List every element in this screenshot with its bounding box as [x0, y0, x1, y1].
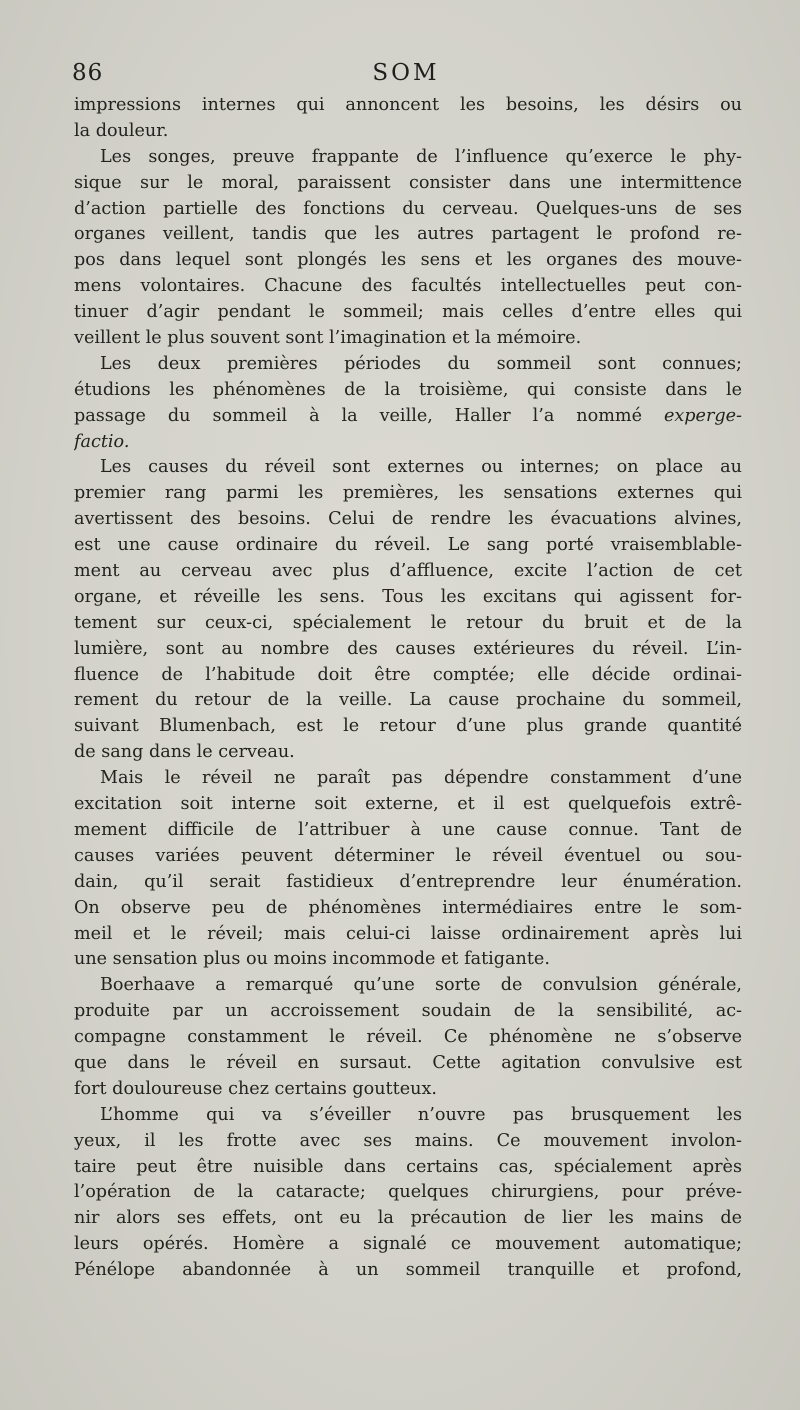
text-line [74, 947, 742, 973]
text-line-content: est une cause ordinaire du réveil. Le sang porté vraisemblable- [74, 535, 742, 556]
text-line-content: fort douloureuse chez certains goutteux. [74, 1078, 437, 1099]
text-line [74, 611, 742, 637]
text-line [74, 455, 742, 481]
text-line-content: nir alors ses effets, ont eu la précaution de lier les mains de [74, 1208, 742, 1229]
text-line-content: Les causes du réveil sont externes ou internes; on place au [100, 457, 742, 478]
text-line [74, 119, 742, 145]
text-line-content: premier rang parmi les premières, les sensations externes qui [74, 483, 742, 504]
text-line-content: suivant Blumenbach, est le retour d’une plus grande quantité [74, 716, 742, 737]
text-line-content: excitation soit interne soit externe, et il est quelquefois extrê- [74, 794, 742, 815]
text-line [74, 481, 742, 507]
text-line [74, 430, 742, 456]
text-line-content: mens volontaires. Chacune des facultés intellectuelles peut con- [74, 276, 742, 297]
text-line-content: tement sur ceux-ci, spécialement le retour du bruit et de la [74, 612, 742, 633]
text-line [74, 378, 742, 404]
text-line-content: taire peut être nuisible dans certains cas, spécialement après [74, 1156, 742, 1177]
text-line-content: Pénélope abandonnée à un sommeil tranquille et profond, [74, 1260, 742, 1281]
text-line [74, 1129, 742, 1155]
text-line [74, 1232, 742, 1258]
text-line-content: Mais le réveil ne paraît pas dépendre constamment d’une [100, 768, 742, 789]
body-text [74, 93, 742, 1284]
text-line [74, 1206, 742, 1232]
running-head: SOM [372, 60, 440, 86]
text-line [74, 792, 742, 818]
text-line [74, 688, 742, 714]
text-line [74, 326, 742, 352]
text-line [74, 870, 742, 896]
text-line-content: yeux, il les frotte avec ses mains. Ce mouvement involon- [74, 1130, 742, 1151]
page-header [72, 60, 740, 94]
text-line [74, 248, 742, 274]
text-line-content: l’opération de la cataracte; quelques chirurgiens, pour préve- [74, 1182, 742, 1203]
text-line-content: rement du retour de la veille. La cause prochaine du sommeil, [74, 690, 742, 711]
text-line [74, 1077, 742, 1103]
text-line-content: fluence de l’habitude doit être comptée; elle décide ordinai- [74, 664, 742, 685]
text-line-content: sique sur le moral, paraissent consister dans une intermittence [74, 172, 742, 193]
text-line [74, 171, 742, 197]
text-line [74, 714, 742, 740]
text-line-content: produite par un accroissement soudain de la sensibilité, ac- [74, 1001, 742, 1022]
text-line [74, 896, 742, 922]
text-line [74, 352, 742, 378]
text-line-content: meil et le réveil; mais celui-ci laisse ordinairement après lui [74, 923, 742, 944]
text-line [74, 663, 742, 689]
text-line-content: compagne constamment le réveil. Ce phénomène ne s’observe [74, 1027, 742, 1048]
text-line-content: que dans le réveil en sursaut. Cette agitation convulsive est [74, 1052, 742, 1073]
text-line-content: avertissent des besoins. Celui de rendre les évacuations alvines, [74, 509, 742, 530]
text-line-content: impressions internes qui annoncent les besoins, les désirs ou [74, 95, 742, 115]
text-line [74, 197, 742, 223]
text-line-content: organes veillent, tandis que les autres partagent le profond re- [74, 224, 742, 245]
text-line [74, 533, 742, 559]
text-line [74, 1155, 742, 1181]
text-line [74, 637, 742, 663]
text-line-content: Les deux premières périodes du sommeil sont connues; [100, 353, 742, 374]
text-line-content: une sensation plus ou moins incommode et fatigante. [74, 949, 550, 970]
text-line-content: L’homme qui va s’éveiller n’ouvre pas brusquement les [100, 1104, 742, 1125]
text-line [74, 818, 742, 844]
text-line-content: Les songes, preuve frappante de l’influence qu’exerce le phy- [100, 146, 742, 167]
text-line-content: veillent le plus souvent sont l’imagination et la mémoire. [74, 328, 582, 349]
text-line-content: la douleur. [74, 120, 169, 141]
text-line [74, 999, 742, 1025]
text-line-content: tinuer d’agir pendant le sommeil; mais celles d’entre elles qui [74, 302, 742, 323]
text-line-content: passage du sommeil à la veille, Haller l’a nommé [74, 405, 642, 426]
text-line [74, 507, 742, 533]
text-line-content: lumière, sont au nombre des causes extérieures du réveil. L’in- [74, 638, 742, 659]
text-line [74, 740, 742, 766]
italic-term: factio. [74, 431, 130, 452]
text-line [74, 145, 742, 171]
text-line [74, 1180, 742, 1206]
text-line [74, 1103, 742, 1129]
text-line-content: dain, qu’il serait fastidieux d’entreprendre leur énumération. [74, 871, 742, 892]
text-line-content: mement difficile de l’attribuer à une cause connue. Tant de [74, 819, 742, 840]
text-line [74, 1258, 742, 1284]
text-line-content: d’action partielle des fonctions du cerveau. Quelques-uns de ses [74, 198, 742, 219]
text-line [74, 404, 742, 430]
text-line [74, 300, 742, 326]
text-line-content: organe, et réveille les sens. Tous les excitans qui agissent for- [74, 586, 742, 607]
text-line-content: causes variées peuvent déterminer le réveil éventuel ou sou- [74, 845, 742, 866]
text-line [74, 585, 742, 611]
text-line [74, 222, 742, 248]
italic-term: experge- [663, 405, 742, 426]
text-line [74, 1051, 742, 1077]
text-line-content: Boerhaave a remarqué qu’une sorte de convulsion générale, [100, 975, 742, 996]
text-line-content: de sang dans le cerveau. [74, 742, 295, 763]
text-line-content: leurs opérés. Homère a signalé ce mouvement automatique; [74, 1234, 742, 1255]
text-line-content: On observe peu de phénomènes intermédiaires entre le som- [74, 897, 742, 918]
text-line [74, 766, 742, 792]
text-line [74, 274, 742, 300]
text-line-content: étudions les phénomènes de la troisième, qui consiste dans le [74, 379, 742, 400]
text-line [74, 844, 742, 870]
text-line-content: ment au cerveau avec plus d’affluence, excite l’action de cet [74, 561, 742, 582]
text-line-content: pos dans lequel sont plongés les sens et les organes des mouve- [74, 250, 742, 271]
text-line [74, 1025, 742, 1051]
text-line [74, 559, 742, 585]
text-line [74, 973, 742, 999]
text-line [74, 93, 742, 119]
page-number: 86 [72, 60, 104, 86]
text-line [74, 922, 742, 948]
